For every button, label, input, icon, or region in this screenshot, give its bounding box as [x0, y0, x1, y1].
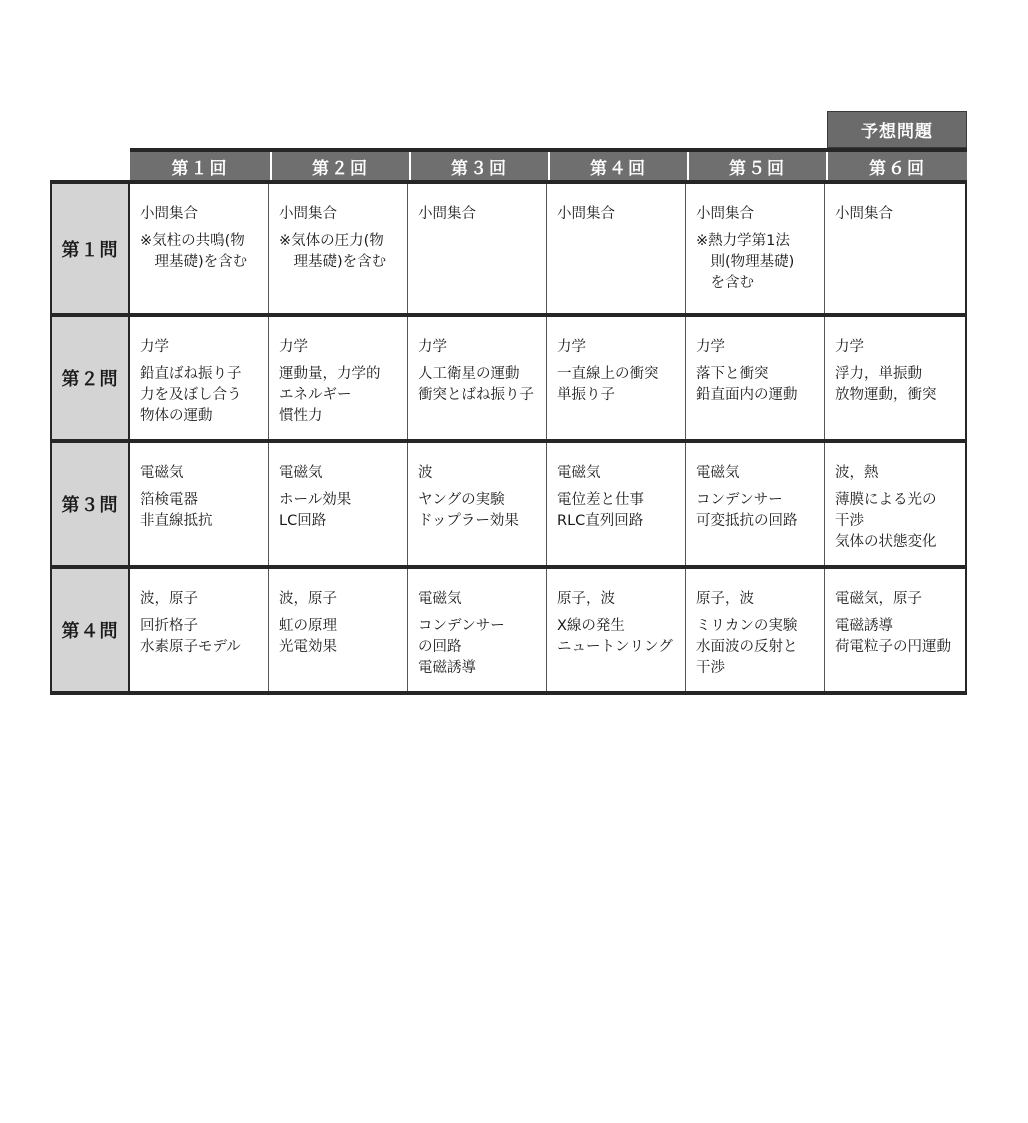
- cell-category: 小問集合: [140, 206, 198, 222]
- cell-topics: 電磁誘導 荷電粒子の円運動: [835, 618, 951, 655]
- table-cell: [686, 317, 825, 439]
- column-header-3: 第３回: [409, 152, 548, 180]
- row-label: 第３問: [50, 443, 130, 565]
- cell-category: 原子，波: [696, 591, 754, 607]
- cell-category: 力学: [696, 339, 725, 355]
- table-cell: [547, 317, 686, 439]
- table-cell: [408, 443, 547, 565]
- table-row: [50, 439, 967, 565]
- column-header-1: 第１回: [171, 158, 229, 179]
- table-cell: [408, 184, 547, 313]
- cell-topics: X線の発生 ニュートンリング: [557, 618, 673, 655]
- cell-category: 電磁気: [279, 465, 323, 481]
- cell-topics: ヤングの実験 ドップラー効果: [418, 492, 519, 529]
- cell-category: 力学: [418, 339, 447, 355]
- cell-topics: 薄膜による光の 干渉 気体の状態変化: [835, 492, 937, 550]
- table-cell: [825, 317, 967, 439]
- column-header-4: 第４回: [548, 152, 687, 180]
- table-cell: [130, 317, 269, 439]
- cell-topics: 電位差と仕事 RLC直列回路: [557, 492, 644, 529]
- table-cell: [547, 443, 686, 565]
- table-cell: [130, 569, 269, 691]
- table-cell: [130, 184, 269, 313]
- table-cell: [547, 184, 686, 313]
- table-cell: [547, 569, 686, 691]
- cell-category: 電磁気，原子: [835, 591, 922, 607]
- cell-category: 波，熱: [835, 465, 879, 481]
- table-cell: [825, 569, 967, 691]
- table-cell: [686, 443, 825, 565]
- table-row: [50, 313, 967, 439]
- cell-category: 波: [418, 465, 433, 481]
- cell-topics: 回折格子 水素原子モデル: [140, 618, 241, 655]
- cell-topics: 虹の原理 光電効果: [279, 618, 337, 655]
- cell-topics: ホール効果 LC回路: [279, 492, 352, 529]
- cell-topics: コンデンサー の回路 電磁誘導: [418, 618, 505, 676]
- table-cell: [130, 443, 269, 565]
- cell-category: 力学: [279, 339, 308, 355]
- row-label: 第１問: [50, 184, 130, 313]
- predicted-exam-label: 予想問題: [827, 111, 967, 148]
- cell-topics: 鉛直ばね振り子 力を及ぼし合う 物体の運動: [140, 366, 242, 424]
- cell-category: 電磁気: [418, 591, 462, 607]
- table-cell: [269, 184, 408, 313]
- cell-topics: 人工衛星の運動 衝突とばね振り子: [418, 366, 534, 403]
- table-cell: [408, 317, 547, 439]
- cell-category: 原子，波: [557, 591, 615, 607]
- cell-category: 小問集合: [835, 206, 893, 222]
- table-cell: [408, 569, 547, 691]
- cell-topics: コンデンサー 可変抵抗の回路: [696, 492, 798, 529]
- cell-category: 電磁気: [557, 465, 601, 481]
- cell-category: 小問集合: [696, 206, 754, 222]
- table-row: [50, 565, 967, 691]
- exam-topic-table: [50, 180, 967, 695]
- cell-category: 小問集合: [557, 206, 615, 222]
- table-cell: [269, 443, 408, 565]
- table-cell: [686, 569, 825, 691]
- cell-category: 電磁気: [696, 465, 740, 481]
- table-cell: [825, 443, 967, 565]
- cell-category: 波，原子: [140, 591, 198, 607]
- cell-category: 波，原子: [279, 591, 337, 607]
- cell-category: 電磁気: [140, 465, 184, 481]
- cell-topics: 運動量，力学的 エネルギー 慣性力: [279, 366, 381, 424]
- cell-category: 力学: [835, 339, 864, 355]
- table-cell: [686, 184, 825, 313]
- cell-category: 小問集合: [418, 206, 476, 222]
- cell-category: 力学: [140, 339, 169, 355]
- table-cell: [269, 569, 408, 691]
- cell-topics: ※熱力学第1法 則(物理基礎) を含む: [696, 233, 795, 291]
- column-header-6: 第６回: [826, 152, 967, 180]
- cell-topics: 浮力，単振動 放物運動，衝突: [835, 366, 937, 403]
- table-row: [50, 184, 967, 313]
- row-label: 第２問: [50, 317, 130, 439]
- cell-topics: 一直線上の衝突 単振り子: [557, 366, 659, 403]
- column-header-row: [130, 148, 967, 184]
- cell-topics: 落下と衝突 鉛直面内の運動: [696, 366, 798, 403]
- cell-topics: ※気柱の共鳴(物 理基礎)を含む: [140, 233, 248, 270]
- column-header-5: 第５回: [687, 152, 826, 180]
- table-cell: [269, 317, 408, 439]
- table-cell: [825, 184, 967, 313]
- column-header-2: 第２回: [270, 152, 409, 180]
- row-label: 第４問: [50, 569, 130, 691]
- cell-category: 力学: [557, 339, 586, 355]
- cell-topics: ミリカンの実験 水面波の反射と 干渉: [696, 618, 798, 676]
- cell-category: 小問集合: [279, 206, 337, 222]
- cell-topics: 箔検電器 非直線抵抗: [140, 492, 213, 529]
- cell-topics: ※気体の圧力(物 理基礎)を含む: [279, 233, 387, 270]
